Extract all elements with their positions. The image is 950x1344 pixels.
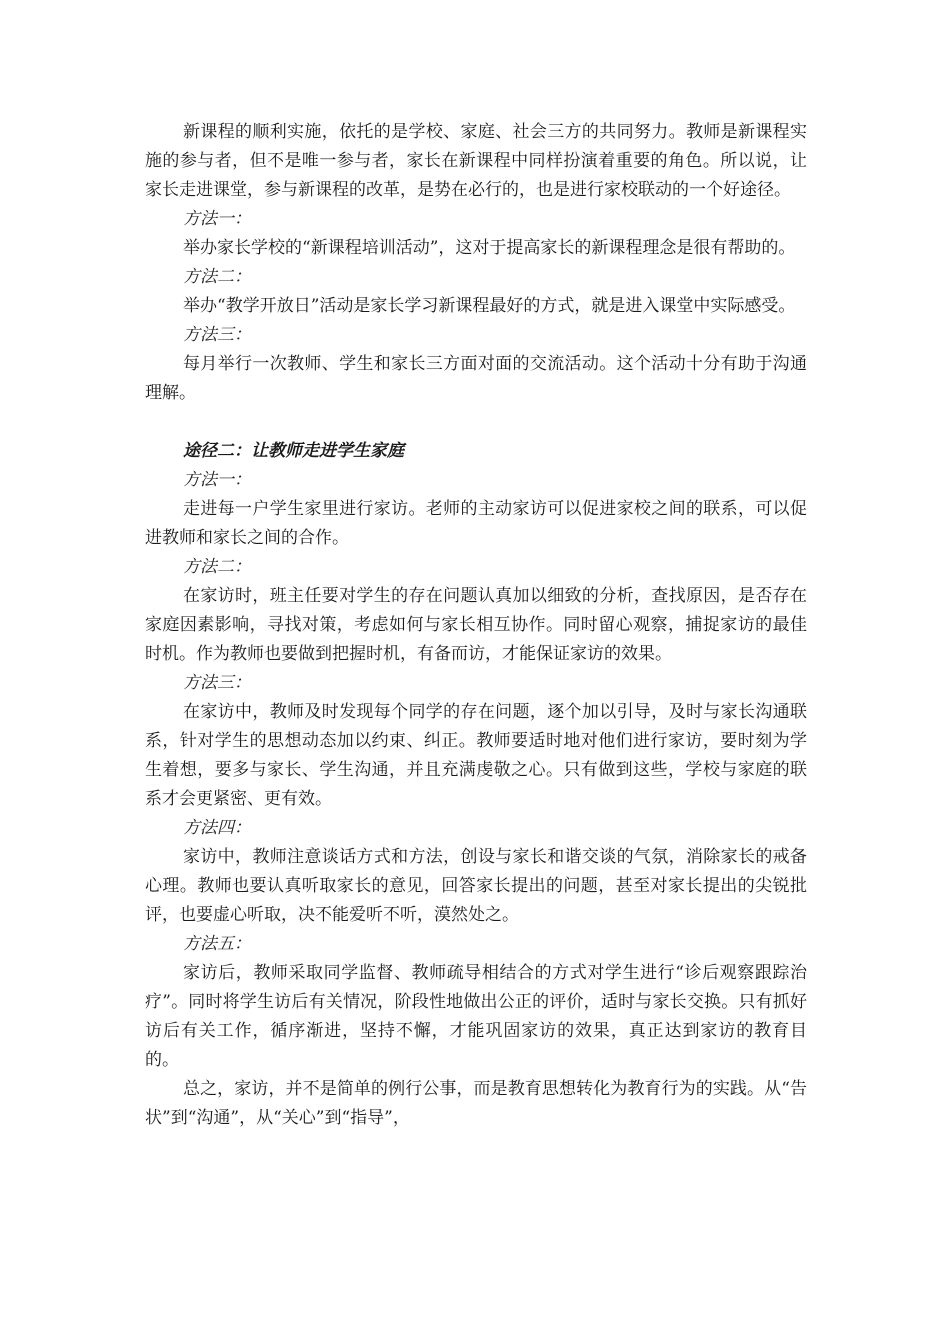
method-label: 方法二： — [183, 557, 251, 577]
conclusion-paragraph: 总之，家访，并不是简单的例行公事，而是教育思想转化为教育行为的实践。从“告状”到“沟通”，从“关心”到“指导”， — [145, 1079, 807, 1128]
method-label: 方法三： — [183, 325, 251, 345]
method-label: 方法一： — [183, 209, 251, 229]
method-text: 每月举行一次教师、学生和家长三方面对面的交流活动。这个活动十分有助于沟通理解。 — [145, 354, 807, 403]
intro-paragraph: 新课程的顺利实施，依托的是学校、家庭、社会三方的共同努力。教师是新课程实施的参与者，但不是唯一参与者，家长在新课程中同样扮演着重要的角色。所以说，让家长走进课堂，参与新课程的改革，是势在必行的，也是进行家校联动的一个好途径。 — [145, 122, 807, 200]
section-heading: 途径二：让教师走进学生家庭 — [183, 441, 404, 461]
method-label: 方法四： — [183, 818, 251, 838]
method-text: 家访中，教师注意谈话方式和方法，创设与家长和谐交谈的气氛，消除家长的戒备心理。教师也要认真听取家长的意见，回答家长提出的问题，甚至对家长提出的尖锐批评，也要虚心听取，决不能爱听不听，漠然处之。 — [145, 847, 807, 925]
method-label: 方法三： — [183, 673, 251, 693]
method-text: 举办“教学开放日”活动是家长学习新课程最好的方式，就是进入课堂中实际感受。 — [183, 296, 796, 316]
method-text: 在家访时，班主任要对学生的存在问题认真加以细致的分析，查找原因，是否存在家庭因素影响，寻找对策，考虑如何与家长相互协作。同时留心观察，捕捉家访的最佳时机。作为教师也要做到把握时机，有备而访，才能保证家访的效果。 — [145, 586, 807, 664]
method-text: 在家访中，教师及时发现每个同学的存在问题，逐个加以引导，及时与家长沟通联系，针对学生的思想动态加以约束、纠正。教师要适时地对他们进行家访，要时刻为学生着想，要多与家长、学生沟通，并且充满虔敬之心。只有做到这些，学校与家庭的联系才会更紧密、更有效。 — [145, 702, 807, 809]
method-label: 方法二： — [183, 267, 251, 287]
method-text: 家访后，教师采取同学监督、教师疏导相结合的方式对学生进行“诊后观察跟踪治疗”。同时将学生访后有关情况，阶段性地做出公正的评价，适时与家长交换。只有抓好访后有关工作，循序渐进，坚持不懈，才能巩固家访的效果，真正达到家访的教育目的。 — [145, 963, 807, 1070]
method-text: 走进每一户学生家里进行家访。老师的主动家访可以促进家校之间的联系，可以促进教师和家长之间的合作。 — [145, 499, 807, 548]
document-page — [145, 118, 807, 1133]
method-label: 方法一： — [183, 470, 251, 490]
method-label: 方法五： — [183, 934, 251, 954]
method-text: 举办家长学校的“新课程培训活动”，这对于提高家长的新课程理念是很有帮助的。 — [183, 238, 796, 258]
